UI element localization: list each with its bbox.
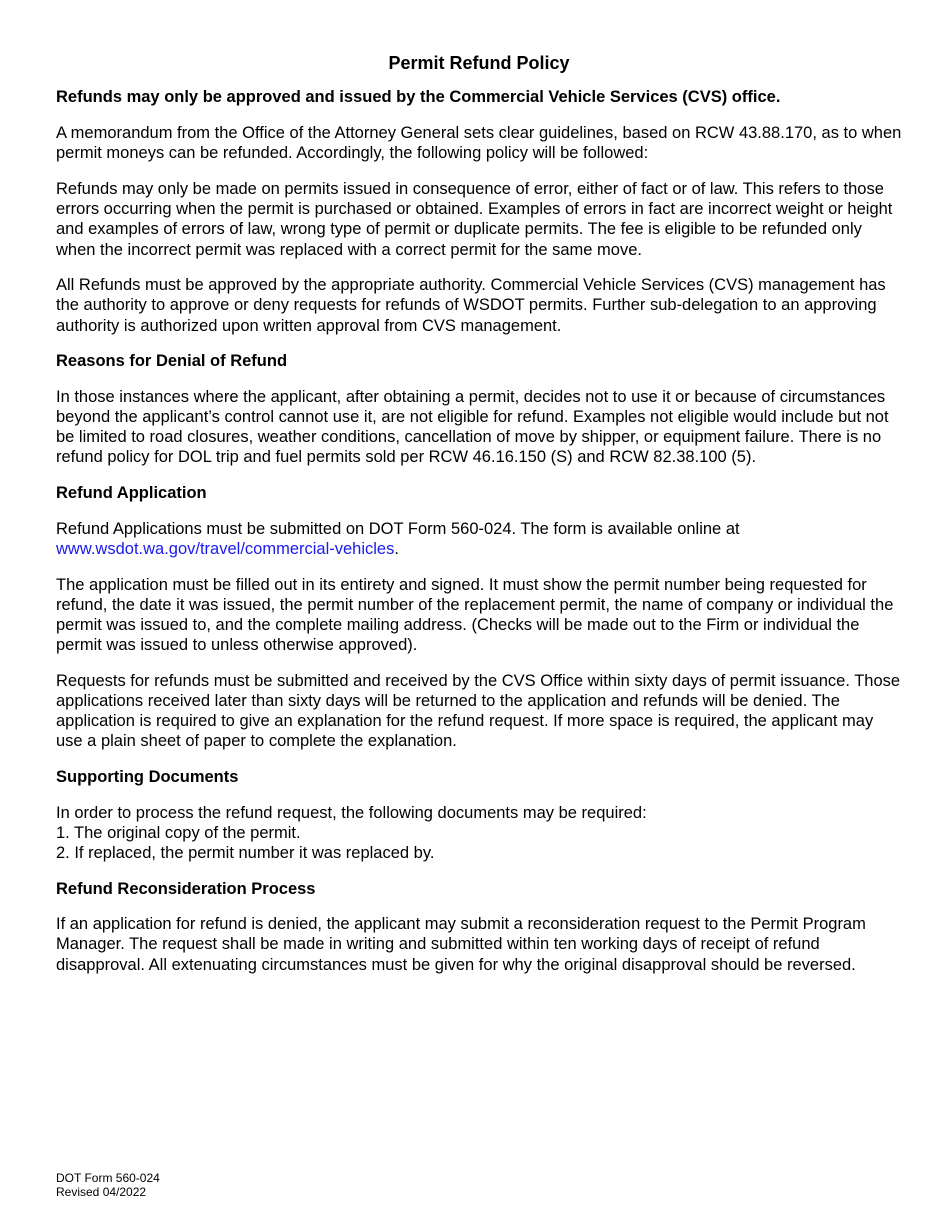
intro-paragraph-3: All Refunds must be approved by the appropriate authority. Commercial Vehicle Services (CVS) management has the authority to approve or deny requests for refunds of WSDOT permits. Further sub-delegation to an approving authority is authorized upon written approval from CVS management.: [56, 276, 886, 335]
revision-date: Revised 04/2022: [56, 1185, 147, 1199]
intro-paragraph-2: Refunds may only be made on permits issued in consequence of error, either of fact or of law. This refers to those errors occurring when the permit is purchased or obtained. Examples of errors in fact are incorrect weight or height and examples of errors of law, wrong type of permit or duplicate permits. The fee is eligible to be refunded only when the incorrect permit was replaced with a correct permit for the same move.: [56, 179, 893, 259]
list-item: 2. If replaced, the permit number it was replaced by.: [56, 844, 435, 863]
application-heading: Refund Application: [56, 484, 207, 503]
application-text-end: .: [394, 539, 399, 558]
supporting-heading: Supporting Documents: [56, 768, 239, 787]
denial-paragraph: In those instances where the applicant, after obtaining a permit, decides not to use it or because of circumstances beyond the applicant’s control cannot use it, are not eligible for refund. Examples not eligible would include but not be limited to road closures, weather conditions, cancellation of move by shipper, or equipment failure. There is no refund policy for DOL trip and fuel permits sold per RCW 46.16.150 (S) and RCW 82.38.100 (5).: [56, 387, 889, 467]
commercial-vehicles-link[interactable]: www.wsdot.wa.gov/travel/commercial-vehicles: [56, 539, 395, 558]
policy-lead-statement: Refunds may only be approved and issued by the Commercial Vehicle Services (CVS) office.: [56, 88, 781, 106]
application-paragraph-1: [56, 519, 902, 559]
application-paragraph-3: Requests for refunds must be submitted and received by the CVS Office within sixty days of permit issuance. Those applications received later than sixty days will be returned to the application and refunds will be denied. The application is required to give an explanation for the refund request. If more space is required, the applicant may use a plain sheet of paper to complete the explanation.: [56, 671, 901, 751]
application-text: Refund Applications must be submitted on DOT Form 560-024. The form is available online at: [56, 519, 740, 538]
intro-paragraph-1: A memorandum from the Office of the Attorney General sets clear guidelines, based on RCW 43.88.170, as to when permit moneys can be refunded. Accordingly, the following policy will be followed:: [56, 124, 902, 163]
supporting-intro: In order to process the refund request, the following documents may be required:: [56, 803, 647, 822]
reconsideration-heading: Refund Reconsideration Process: [56, 879, 316, 898]
form-footer: [56, 1171, 160, 1199]
application-paragraph-2: The application must be filled out in its entirety and signed. It must show the permit number being requested for refund, the date it was issued, the permit number of the replacement permit, the name of company or individual the permit was issued to, and the complete mailing address. (Checks will be made out to the Firm or individual the permit was issued to unless otherwise approved).: [56, 575, 894, 655]
reconsideration-paragraph: If an application for refund is denied, the applicant may submit a reconsideration request to the Permit Program Manager. The request shall be made in writing and submitted within ten working days of receipt of refund disapproval. All extenuating circumstances must be given for why the original disapproval should be reversed.: [56, 915, 866, 974]
page-title: Permit Refund Policy: [388, 53, 570, 73]
list-item: 1. The original copy of the permit.: [56, 823, 301, 842]
supporting-list: [56, 803, 902, 864]
denial-heading: Reasons for Denial of Refund: [56, 352, 288, 371]
document-page: [56, 52, 902, 990]
form-number: DOT Form 560-024: [56, 1171, 160, 1185]
